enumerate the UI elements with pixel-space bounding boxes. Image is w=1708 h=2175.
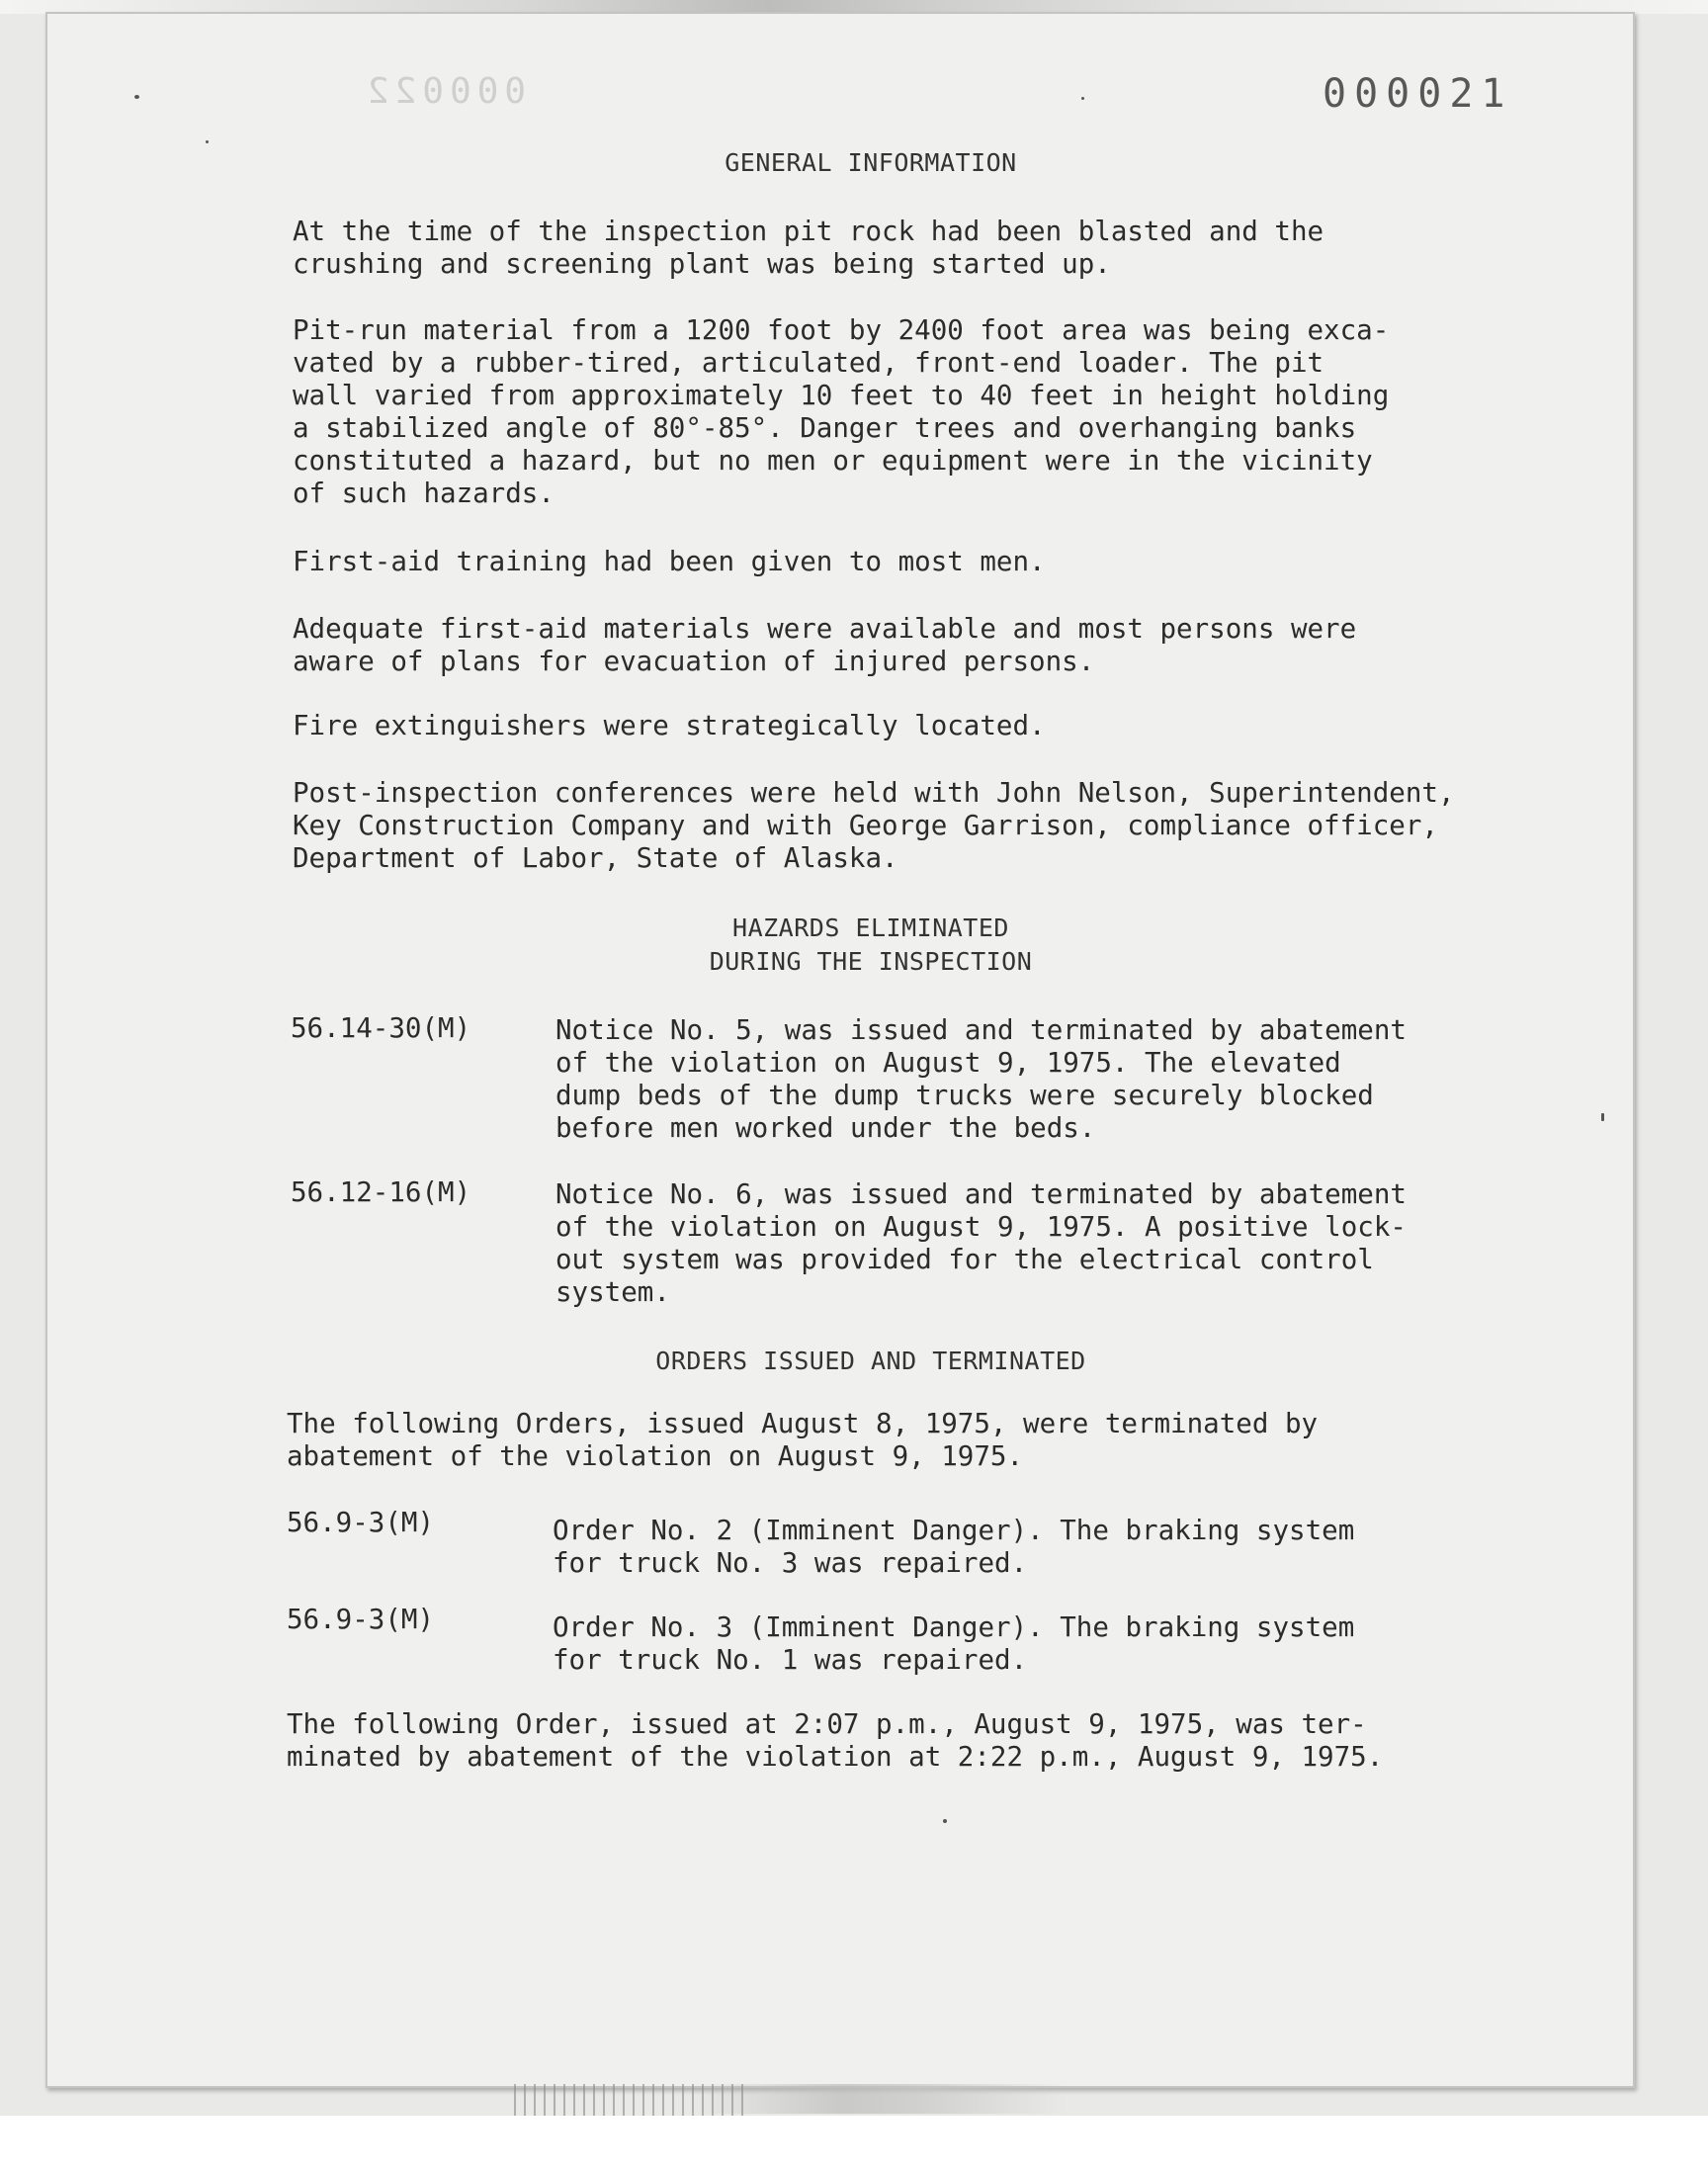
- orders-heading: ORDERS ISSUED AND TERMINATED: [655, 1347, 1086, 1375]
- hazards-eliminated-heading: HAZARDS ELIMINATED: [732, 914, 1009, 942]
- paragraph-conferences: Post-inspection conferences were held with John Nelson, Superintendent, Key Construction Company and with George Garrison, compliance officer, Department of Labor, State of Alaska.: [293, 777, 1455, 874]
- scan-speck: [1601, 1113, 1604, 1121]
- order-citation-code: 56.9-3(M): [287, 1507, 435, 1538]
- hazards-eliminated-subheading: DURING THE INSPECTION: [709, 947, 1033, 976]
- paragraph-pit-description: Pit-run material from a 1200 foot by 2400 foot area was being exca- vated by a rubber-tired, articulated, front-end loader. The pit wall varied from approximately 10 feet to 40 feet in height holding a stabilized angle of 80°-85°. Danger trees and overhanging banks constituted a hazard, but no men or equipment were in the vicinity of such hazards.: [293, 314, 1390, 509]
- hazard-citation-text: Notice No. 6, was issued and terminated by abatement of the violation on August 9, 1975. A positive lock- out system was provided for the electrical control system.: [555, 1178, 1407, 1308]
- order-citation-code: 56.9-3(M): [287, 1604, 435, 1635]
- orders-closing-paragraph: The following Order, issued at 2:07 p.m., August 9, 1975, was ter- minated by abatement of the violation at 2:22 p.m., August 9, 1975.: [287, 1708, 1384, 1773]
- orders-intro-paragraph: The following Orders, issued August 8, 1975, were terminated by abatement of the violation on August 9, 1975.: [287, 1408, 1319, 1472]
- bleed-through-page-number: 000022: [362, 71, 527, 112]
- scan-speck: [1081, 97, 1084, 100]
- hazard-citation-code: 56.14-30(M): [291, 1012, 471, 1044]
- paragraph-inspection-status: At the time of the inspection pit rock had been blasted and the crushing and screening plant was being started up.: [293, 216, 1324, 280]
- paragraph-fire-extinguishers: Fire extinguishers were strategically located.: [293, 710, 1046, 741]
- paragraph-first-aid-materials: Adequate first-aid materials were available and most persons were aware of plans for evacuation of injured persons.: [293, 613, 1357, 677]
- scan-speck: [943, 1819, 947, 1823]
- hazard-citation-code: 56.12-16(M): [291, 1176, 471, 1208]
- general-information-heading: GENERAL INFORMATION: [725, 148, 1017, 177]
- scan-speck: [206, 140, 209, 143]
- order-citation-text: Order No. 3 (Imminent Danger). The braking system for truck No. 1 was repaired.: [553, 1611, 1355, 1676]
- page-number: 000021: [1323, 71, 1513, 117]
- order-citation-text: Order No. 2 (Imminent Danger). The braking system for truck No. 3 was repaired.: [553, 1515, 1355, 1579]
- paragraph-first-aid-training: First-aid training had been given to most men.: [293, 546, 1046, 577]
- scan-speck: [134, 95, 139, 99]
- hazard-citation-text: Notice No. 5, was issued and terminated by abatement of the violation on August 9, 1975. The elevated dump beds of the dump trucks were securely blocked before men worked under the beds.: [555, 1014, 1407, 1144]
- scan-bottom-margin: [0, 2116, 1708, 2175]
